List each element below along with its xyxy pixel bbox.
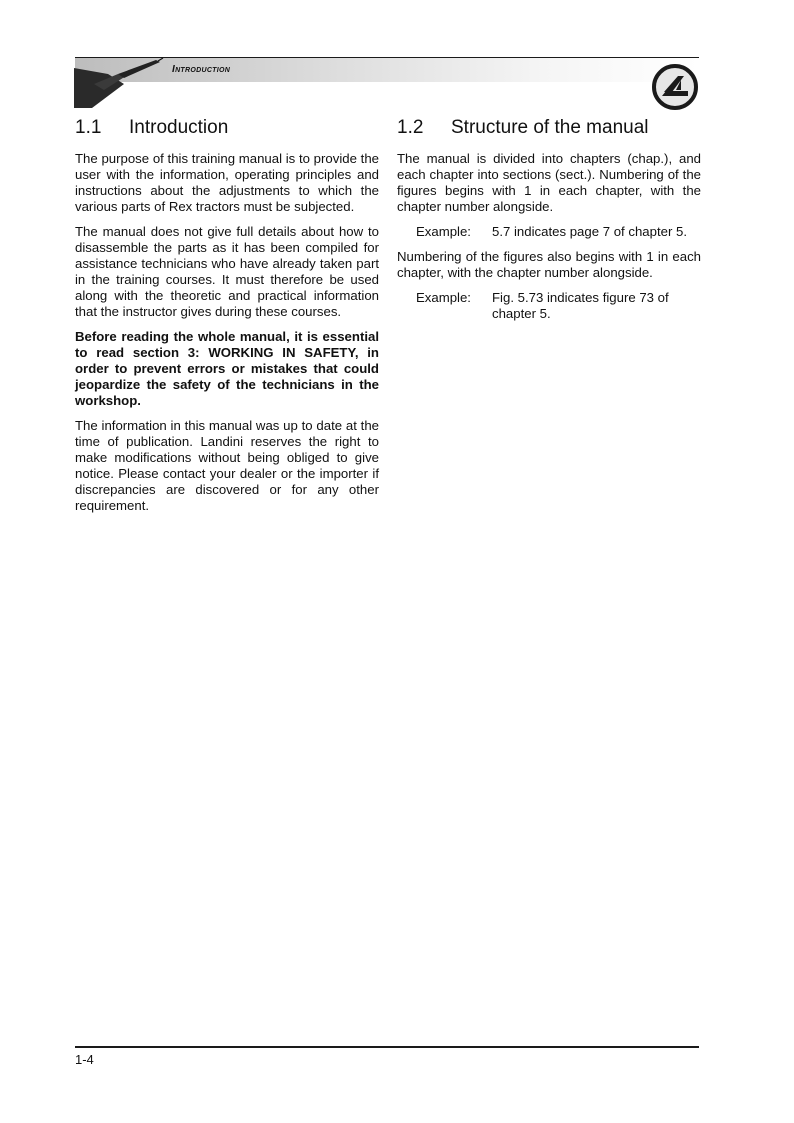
- section-title: Structure of the manual: [451, 117, 649, 138]
- example-label: Example:: [416, 224, 471, 239]
- example-text: Fig. 5.73 indicates figure 73 of chapter 5.: [492, 290, 669, 321]
- section-number: 1.1: [75, 117, 102, 138]
- paragraph: The information in this manual was up to date at the time of publication. Landini reserves the right to make modifications without being obliged to give notice. Please contact your dealer or the importer if discrepancies are discovered or for any other requirement.: [75, 418, 379, 513]
- page-header: [0, 0, 794, 120]
- paragraph: The purpose of this training manual is to provide the user with the information, operating principles and instructions about the adjustments to which the various parts of Rex tractors must be subjected.: [75, 151, 379, 214]
- header-band: [75, 58, 699, 82]
- section-title: Introduction: [129, 117, 229, 138]
- section-structure: [397, 117, 701, 331]
- header-title: Introduction: [172, 64, 231, 75]
- pen-icon: [74, 56, 164, 108]
- section-introduction: [75, 117, 379, 523]
- example-text: 5.7 indicates page 7 of chapter 5.: [492, 224, 688, 239]
- safety-warning-paragraph: Before reading the whole manual, it is essential to read section 3: WORKING IN SAFETY, in order to prevent errors or mistakes that could jeopardize the safety of the technicians in the workshop.: [75, 329, 379, 408]
- paragraph: Numbering of the figures also begins with 1 in each chapter, with the chapter number alongside.: [397, 249, 701, 280]
- section-heading: [75, 117, 379, 143]
- example-label: Example:: [416, 290, 471, 305]
- paragraph: The manual does not give full details about how to disassemble the parts as it has been compiled for assistance technicians who have already taken part in the training courses. It must therefore be used along with the theoretic and practical information that the instructor gives during these courses.: [75, 224, 379, 319]
- section-number: 1.2: [397, 117, 424, 138]
- page-number: 1-4: [75, 1052, 94, 1067]
- paragraph: The manual is divided into chapters (chap.), and each chapter into sections (sect.). Numbering of the figures begins with 1 in each chapter, with the chapter number alongside.: [397, 151, 701, 214]
- landini-logo-icon: [650, 62, 700, 112]
- footer-rule: [75, 1046, 699, 1048]
- example: [397, 290, 701, 322]
- example: [397, 224, 701, 240]
- section-heading: [397, 117, 701, 143]
